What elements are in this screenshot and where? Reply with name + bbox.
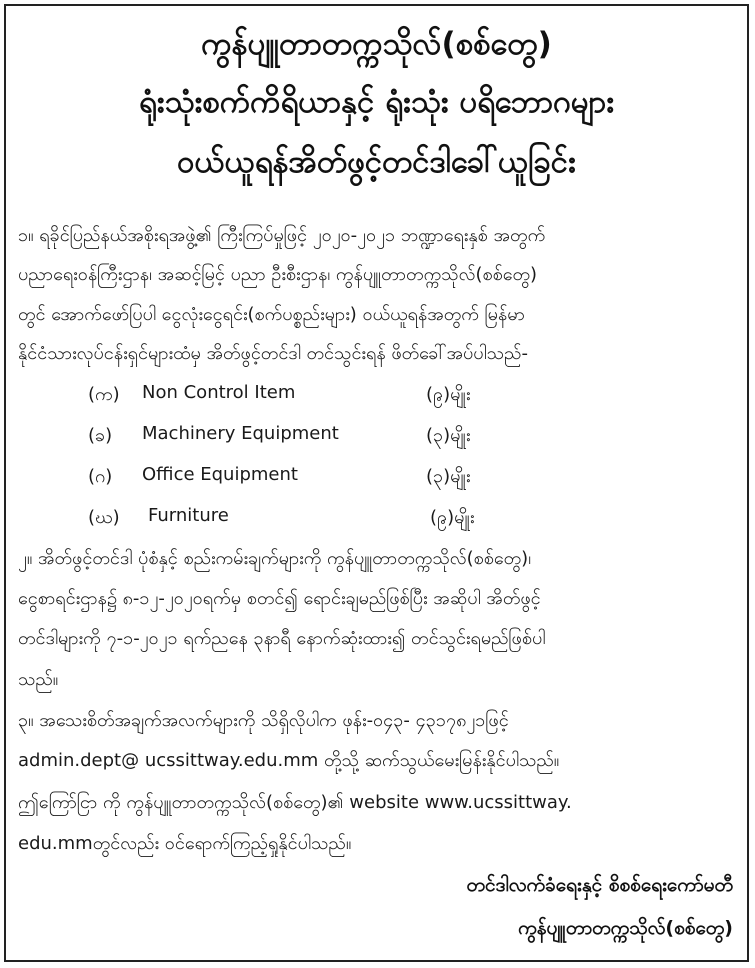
section-2-line: တင်ဒါများကို ၇-၁-၂၀၂၁ ရက်ညနေ ၃နာရီ နောက်ဆုံးထား၍ တင်သွင်းရမည်ဖြစ်ပါ — [18, 628, 546, 649]
section-3-line: edu.mmတွင်လည်း ဝင်ရောက်ကြည့်ရှုနိုင်ပါသည်။ — [18, 833, 352, 854]
item-quantity: (၃)မျိုး — [426, 466, 471, 487]
item-marker: (ဃ) — [88, 507, 120, 528]
section-3-line: ၃။ အသေးစိတ်အချက်အလက်များကို သိရှိလိုပါက ဖုန်း-၀၄၃- ၄၃၁၇၈၂၁ဖြင့် — [18, 710, 509, 731]
notice-title-line-2: ရုံးသုံးစက်ကိရိယာနှင့် ရုံးသုံး ပရိဘောဂများ — [138, 84, 615, 120]
notice-title-line-3: ဝယ်ယူရန်အိတ်ဖွင့်တင်ဒါခေါ်ယူခြင်း — [177, 144, 576, 180]
section-1-line: ပညာရေးဝန်ကြီးဌာန၊ အဆင့်မြင့် ပညာ ဦးစီးဌာန၊ ကွန်ပျူတာတက္ကသိုလ်(စစ်တွေ) — [18, 264, 538, 285]
item-marker: (ခ) — [88, 425, 113, 446]
item-name: Non Control Item — [142, 382, 296, 403]
item-row — [6, 464, 747, 494]
item-marker: (က) — [88, 384, 120, 405]
item-name: Machinery Equipment — [142, 423, 339, 444]
section-2-line: ငွေစာရင်းဌာန၌ ၈-၁၂-၂၀၂၀ရက်မှ စတင်၍ ရောင်းချမည်ဖြစ်ပြီး အဆိုပါ အိတ်ဖွင့် — [18, 588, 541, 609]
signature-committee: တင်ဒါလက်ခံရေးနှင့် စိစစ်ရေးကော်မတီ — [466, 874, 733, 896]
item-name: Furniture — [148, 505, 229, 526]
item-quantity: (၉)မျိုး — [430, 507, 475, 528]
item-name: Office Equipment — [142, 464, 298, 485]
signature-institution: ကွန်ပျူတာတက္ကသိုလ်(စစ်တွေ) — [518, 917, 733, 939]
section-3-line: ဤကြော်ငြာ ကို ကွန်ပျူတာတက္ကသိုလ်(စစ်တွေ)၏ website www.ucssittway. — [18, 792, 572, 813]
section-2-line: ၂။ အိတ်ဖွင့်တင်ဒါ ပုံစံနှင့် စည်းကမ်းချက်များကို ကွန်ပျူတာတက္ကသိုလ်(စစ်တွေ)၊ — [18, 548, 532, 569]
item-quantity: (၉)မျိုး — [426, 384, 471, 405]
item-row — [6, 505, 747, 535]
notice-title-line-1: ကွန်ပျူတာတက္ကသိုလ်(စစ်တွေ) — [201, 26, 552, 62]
section-1-line: နိုင်ငံသားလုပ်ငန်းရှင်များထံမှ အိတ်ဖွင့်တင်ဒါ တင်သွင်းရန် ဖိတ်ခေါ်အပ်ပါသည်- — [18, 343, 528, 364]
section-1-line: တွင် အောက်ဖော်ပြပါ ငွေလုံးငွေရင်း(စက်ပစ္စည်းများ) ဝယ်ယူရန်အတွက် မြန်မာ — [18, 304, 525, 325]
item-marker: (ဂ) — [88, 466, 113, 487]
section-1-line: ၁။ ရခိုင်ပြည်နယ်အစိုးရအဖွဲ့၏ ကြီးကြပ်မှုဖြင့် ၂၀၂၀-၂၀၂၁ ဘဏ္ဍာရေးနှစ် အတွက် — [18, 225, 546, 246]
section-2-line: သည်။ — [18, 669, 59, 690]
item-quantity: (၃)မျိုး — [426, 425, 471, 446]
item-row — [6, 382, 747, 412]
section-3-line: admin.dept@ ucssittway.edu.mm တို့သို့ ဆက်သွယ်မေးမြန်းနိုင်ပါသည်။ — [18, 750, 560, 771]
tender-notice — [4, 4, 749, 962]
item-row — [6, 423, 747, 453]
